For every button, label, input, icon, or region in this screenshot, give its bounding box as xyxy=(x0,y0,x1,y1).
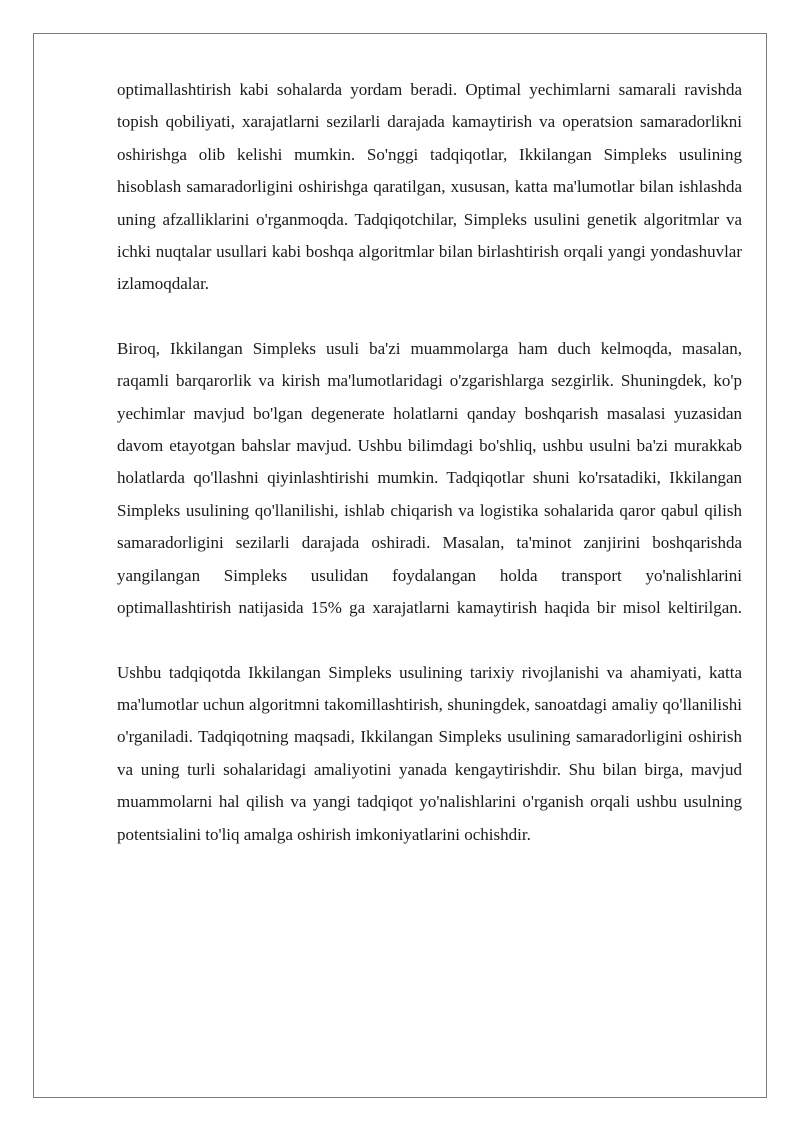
document-body xyxy=(117,74,742,851)
paragraph-1: optimallashtirish kabi sohalarda yordam beradi. Optimal yechimlarni samarali ravishda topish qobiliyati, xarajatlarni sezilarli darajada kamaytirish va operatsion samaradorlikni oshirishga olib kelishi mumkin. So'nggi tadqiqotlar, Ikkilangan Simpleks usulining hisoblash samaradorligini oshirishga qaratilgan, xususan, katta ma'lumotlar bilan ishlashda uning afzalliklarini o'rganmoqda. Tadqiqotchilar, Simpleks usulini genetik algoritmlar va ichki nuqtalar usullari kabi boshqa algoritmlar bilan birlashtirish orqali yangi yondashuvlar izlamoqdalar. xyxy=(117,80,742,294)
paragraph-2: Biroq, Ikkilangan Simpleks usuli ba'zi muammolarga ham duch kelmoqda, masalan, raqamli barqarorlik va kirish ma'lumotlaridagi o'zgarishlarga sezgirlik. Shuningdek, ko'p yechimlar mavjud bo'lgan degenerate holatlarni qanday boshqarish masalasi yuzasidan davom etayotgan bahslar mavjud. Ushbu bilimdagi bo'shliq, ushbu usulni ba'zi murakkab holatlarda qo'llashni qiyinlashtirishi mumkin. Tadqiqotlar shuni ko'rsatadiki, Ikkilangan Simpleks usulining qo'llanilishi, ishlab chiqarish va logistika sohalarida qaror qabul qilish samaradorligini sezilarli darajada oshiradi. Masalan, ta'minot zanjirini boshqarishda yangilangan Simpleks usulidan foydalangan holda transport yo'nalishlarini optimallashtirish natijasida 15% ga xarajatlarni kamaytirish haqida bir misol keltirilgan. xyxy=(117,338,742,618)
paragraph-3: Ushbu tadqiqotda Ikkilangan Simpleks usulining tarixiy rivojlanishi va ahamiyati, katta ma'lumotlar uchun algoritmni takomillashtirish, shuningdek, sanoatdagi amaliy qo'llanilishi o'rganiladi. Tadqiqotning maqsadi, Ikkilangan Simpleks usulining samaradorligini oshirish va uning turli sohalaridagi amaliyotini yanada kengaytirishdir. Shu bilan birga, mavjud muammolarni hal qilish va yangi tadqiqot yo'nalishlarini o'rganish orqali ushbu usulning potentsialini to'liq amalga oshirish imkoniyatlarini ochishdir. xyxy=(117,662,742,844)
